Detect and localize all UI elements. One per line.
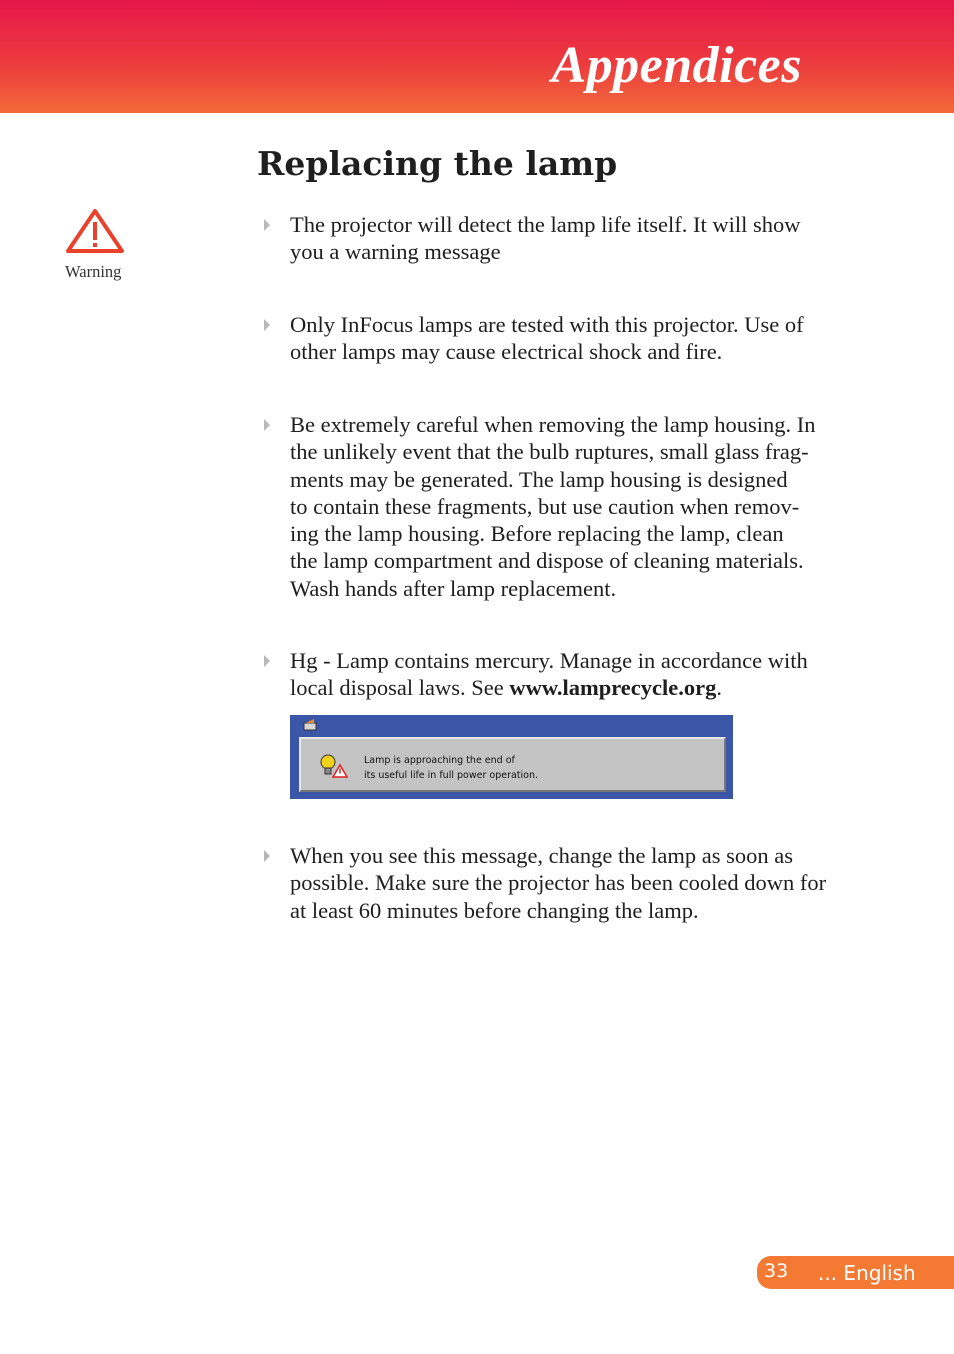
lamp-message-text: Lamp is approaching the end of its useful life in full power operation. [364, 755, 539, 781]
bullet-careful-removal [264, 411, 874, 602]
bullet-infocus-lamps [264, 311, 874, 366]
warning-note [60, 207, 140, 281]
footer-language: ... English [818, 1261, 916, 1285]
message-panel [299, 737, 726, 792]
triangle-bullet-icon [264, 655, 270, 667]
triangle-bullet-icon [264, 219, 270, 231]
warning-label: Warning [65, 262, 122, 281]
bullet-text: When you see this message, change the lamp as soon as possible. Make sure the projector has been cooled down for at least 60 minutes before changing the lamp. [290, 843, 827, 923]
bullet-text: Only InFocus lamps are tested with this projector. Use of other lamps may cause electrical shock and fire. [290, 312, 804, 365]
bullet-text: Hg - Lamp contains mercury. Manage in accordance with local disposal laws. See www.lamprecycle.org. [290, 648, 808, 701]
triangle-bullet-icon [264, 850, 270, 862]
triangle-bullet-icon [264, 319, 270, 331]
triangle-bullet-icon [264, 419, 270, 431]
bullet-lamp-detection [264, 211, 874, 266]
page-header-title: Appendices [551, 37, 802, 94]
bullet-mercury [264, 647, 874, 702]
lamp-bulb-icon [318, 753, 348, 779]
section-title: Replacing the lamp [257, 144, 618, 183]
warning-triangle-icon [65, 207, 125, 255]
bullet-text: The projector will detect the lamp life itself. It will show you a warning message [290, 212, 801, 265]
header-band [0, 0, 954, 113]
lamprecycle-link[interactable]: www.lamprecycle.org [509, 675, 717, 701]
page-number: 33 [764, 1260, 789, 1282]
lamp-warning-screenshot [290, 715, 733, 799]
projector-icon [303, 718, 317, 732]
bullet-change-lamp [264, 842, 894, 924]
bullet-text: Be extremely careful when removing the lamp housing. In the unlikely event that the bulb ruptures, small glass frag- ments may be generated. The lamp housing is designed to contain these fragments, but use caution when remov- ing the lamp housing. Before replacing the lamp, clean the lamp compartment and dispose of cleaning materials. Wash hands after lamp replacement. [290, 412, 816, 601]
